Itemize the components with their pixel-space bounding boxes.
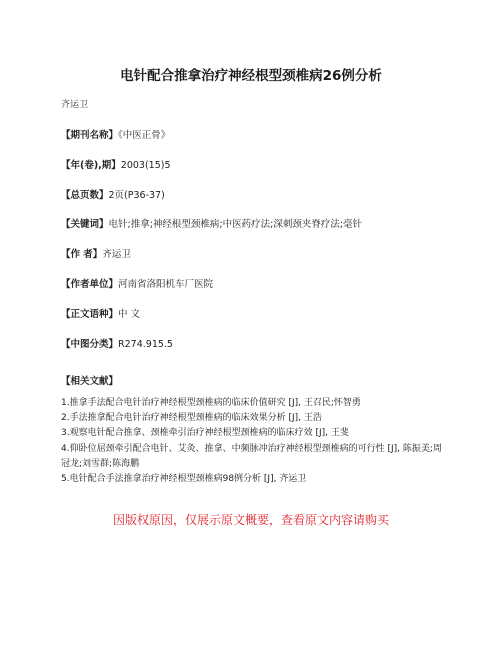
field-author-affiliation [61,276,213,290]
field-classification [61,336,173,350]
field-label: 【正文语种】 [61,309,119,320]
field-label: 【中图分类】 [61,339,119,350]
field-value: R274.915.5 [118,339,173,350]
field-value: 齐运卫 [102,249,131,260]
author-line: 齐运卫 [61,100,89,110]
field-label: 【作 者】 [61,249,103,260]
field-label: 【期刊名称】 [61,130,119,141]
field-value: 河南省洛阳机车厂医院 [118,279,214,290]
field-label: 【作者单位】 [61,279,119,290]
field-value: 2页(P36-37) [108,190,165,201]
field-value: 2003(15)5 [120,160,171,171]
field-value: 《中医正骨》 [118,130,171,141]
reference-item[interactable]: 2.手法推拿配合电针治疗神经根型颈椎病的临床效果分析 [J], 王浩 [61,413,322,424]
field-label: 【总页数】 [61,190,109,201]
reference-item[interactable]: 3.观察电针配合推拿、颈椎牵引治疗神经根型颈椎病的临床疗效 [J], 王斐 [61,428,349,439]
field-journal-name [61,127,170,141]
field-keywords [61,216,362,230]
field-language [61,306,140,320]
reference-item[interactable]: 1.推拿手法配合电针治疗神经根型颈椎病的临床价值研究 [J], 王召民;怀智勇 [61,398,361,408]
references-heading: 【相关文献】 [61,376,119,387]
reference-item[interactable]: 4.仰卧位屈颈牵引配合电针、艾灸、推拿、中频脉冲治疗神经根型颈椎病的可行性 [J], 陈振美;周冠龙;刘雪群;陈海鹏 [61,443,442,469]
field-year-volume-issue [61,157,171,171]
field-value: 电针;推拿;神经根型颈椎病;中医药疗法;深刺颈夹脊疗法;毫针 [108,219,363,230]
field-value: 中 文 [118,309,141,320]
field-label: 【年(卷),期】 [61,160,121,171]
document-title: 电针配合推拿治疗神经根型颈椎病26例分析 [120,68,382,84]
field-label: 【关键词】 [61,219,109,230]
references-list [61,396,446,487]
copyright-notice: 因版权原因，仅展示原文概要，查看原文内容请购买 [112,513,389,527]
field-author [61,246,131,260]
field-total-pages [61,187,165,201]
reference-item[interactable]: 5.电针配合手法推拿治疗神经根型颈椎病98例分析 [J], 齐运卫 [61,474,307,485]
